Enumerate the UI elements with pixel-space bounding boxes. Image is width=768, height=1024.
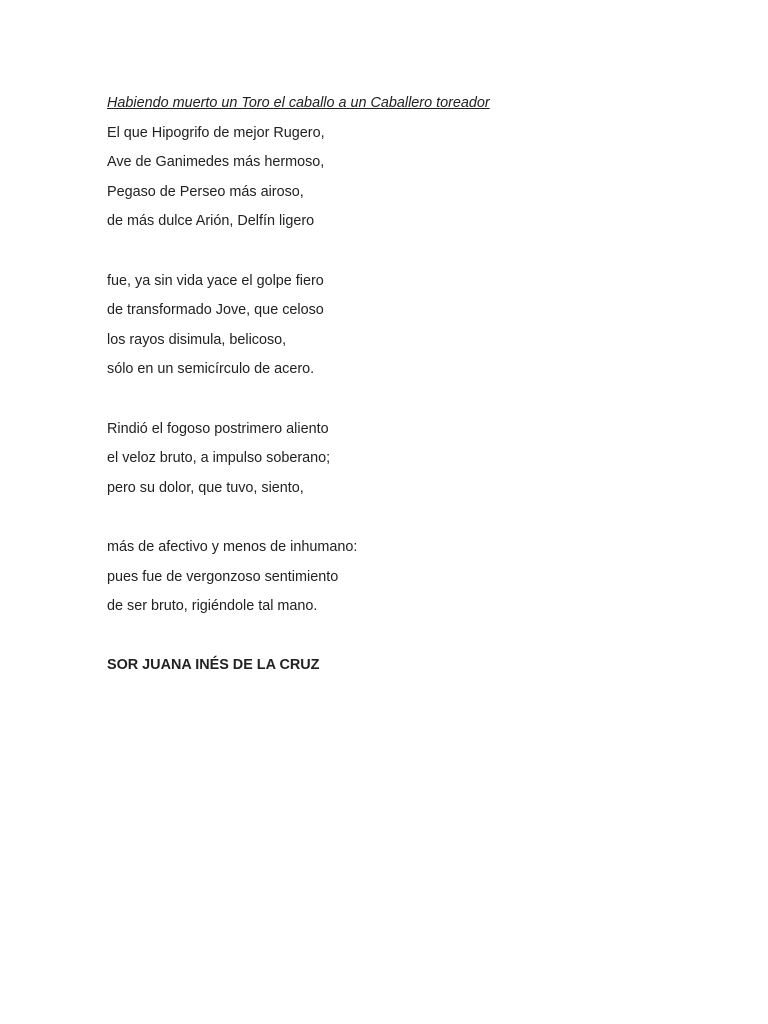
verse-line: los rayos disimula, belicoso, xyxy=(107,331,287,348)
verse-line: Pegaso de Perseo más airoso, xyxy=(107,183,304,200)
verse-line: pues fue de vergonzoso sentimiento xyxy=(107,568,339,585)
verse-line: de ser bruto, rigiéndole tal mano. xyxy=(107,598,318,615)
verse-line: el veloz bruto, a impulso soberano; xyxy=(107,450,331,467)
verse-line: Ave de Ganimedes más hermoso, xyxy=(107,154,325,171)
stanza-3 xyxy=(107,415,707,504)
poem-title: Habiendo muerto un Toro el caballo a un Caballero toreador xyxy=(107,95,490,111)
stanza-2 xyxy=(107,267,707,385)
verse-line: más de afectivo y menos de inhumano: xyxy=(107,538,358,555)
verse-line: El que Hipogrifo de mejor Rugero, xyxy=(107,124,325,141)
verse-line: sólo en un semicírculo de acero. xyxy=(107,361,315,378)
stanza-4 xyxy=(107,533,707,622)
verse-line: de transformado Jove, que celoso xyxy=(107,302,324,319)
poem xyxy=(107,89,707,681)
stanza-1 xyxy=(107,119,707,237)
verse-line: de más dulce Arión, Delfín ligero xyxy=(107,213,315,230)
verse-line: fue, ya sin vida yace el golpe fiero xyxy=(107,272,324,289)
verse-line: Rindió el fogoso postrimero aliento xyxy=(107,420,329,437)
verse-line: pero su dolor, que tuvo, siento, xyxy=(107,479,304,496)
poem-author: SOR JUANA INÉS DE LA CRUZ xyxy=(107,657,320,674)
